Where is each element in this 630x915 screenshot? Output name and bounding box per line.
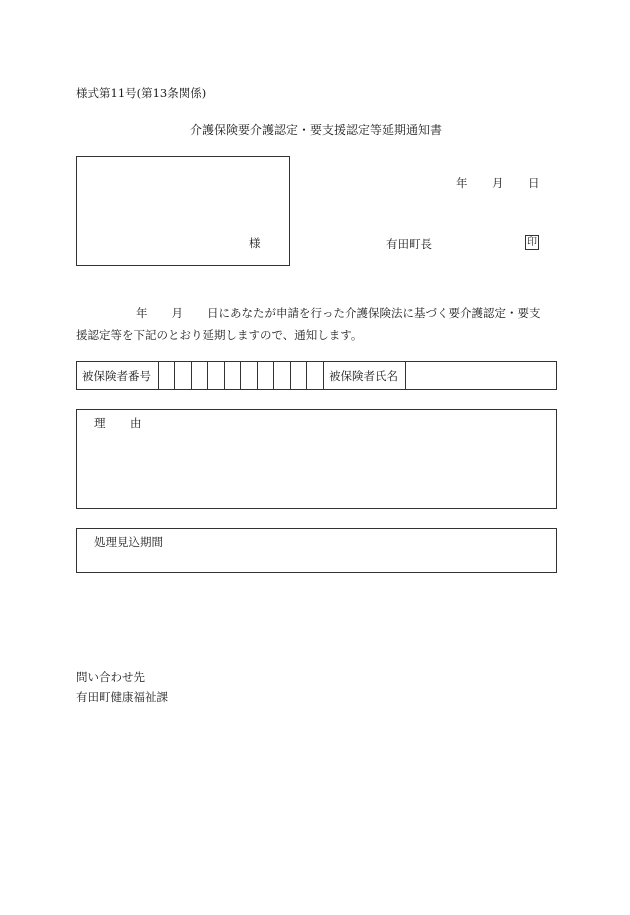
sender-name: 有田町長 <box>386 237 432 251</box>
date-month: 月 <box>492 176 504 190</box>
document-title: 介護保険要介護認定・要支援認定等延期通知書 <box>190 123 443 137</box>
date-year: 年 <box>456 176 468 190</box>
processing-period-label: 処理見込期間 <box>94 535 163 549</box>
seal-mark: 印 <box>527 237 537 248</box>
insured-number-digit-3[interactable] <box>192 362 208 390</box>
contact-department: 有田町健康福祉課 <box>76 690 168 704</box>
addressee-honorific: 様 <box>249 236 261 250</box>
insured-number-digit-2[interactable] <box>175 362 192 390</box>
insured-number-digit-6[interactable] <box>241 362 258 390</box>
insured-number-digit-7[interactable] <box>258 362 274 390</box>
insured-number-digit-4[interactable] <box>208 362 225 390</box>
body-year: 年 <box>136 306 148 320</box>
notice-body-line-2: 援認定等を下記のとおり延期しますので、通知します。 <box>76 328 363 342</box>
body-month: 月 <box>171 306 183 320</box>
reason-label-1: 理 <box>94 416 106 430</box>
insured-number-digit-8[interactable] <box>274 362 291 390</box>
addressee-box <box>76 156 290 266</box>
notice-body-line-1 <box>76 302 556 324</box>
insured-name-label: 被保険者氏名 <box>324 362 406 390</box>
form-number: 様式第11号(第13条関係) <box>76 86 207 100</box>
insured-number-digit-9[interactable] <box>291 362 307 390</box>
insured-info-row <box>77 362 557 390</box>
insured-number-label: 被保険者番号 <box>77 362 159 390</box>
insured-name-field[interactable] <box>406 362 557 390</box>
insured-number-digit-5[interactable] <box>225 362 241 390</box>
body-line1-rest: 日にあなたが申請を行った介護保険法に基づく要介護認定・要支 <box>207 306 541 320</box>
date-day: 日 <box>528 176 540 190</box>
notice-body <box>76 302 556 346</box>
insured-number-digit-10[interactable] <box>307 362 324 390</box>
reason-label-2: 由 <box>130 416 142 430</box>
contact-heading: 問い合わせ先 <box>76 670 145 684</box>
processing-period-box[interactable] <box>76 528 557 573</box>
insured-info-table <box>76 361 557 390</box>
reason-box[interactable] <box>76 409 557 509</box>
insured-number-digit-1[interactable] <box>159 362 175 390</box>
